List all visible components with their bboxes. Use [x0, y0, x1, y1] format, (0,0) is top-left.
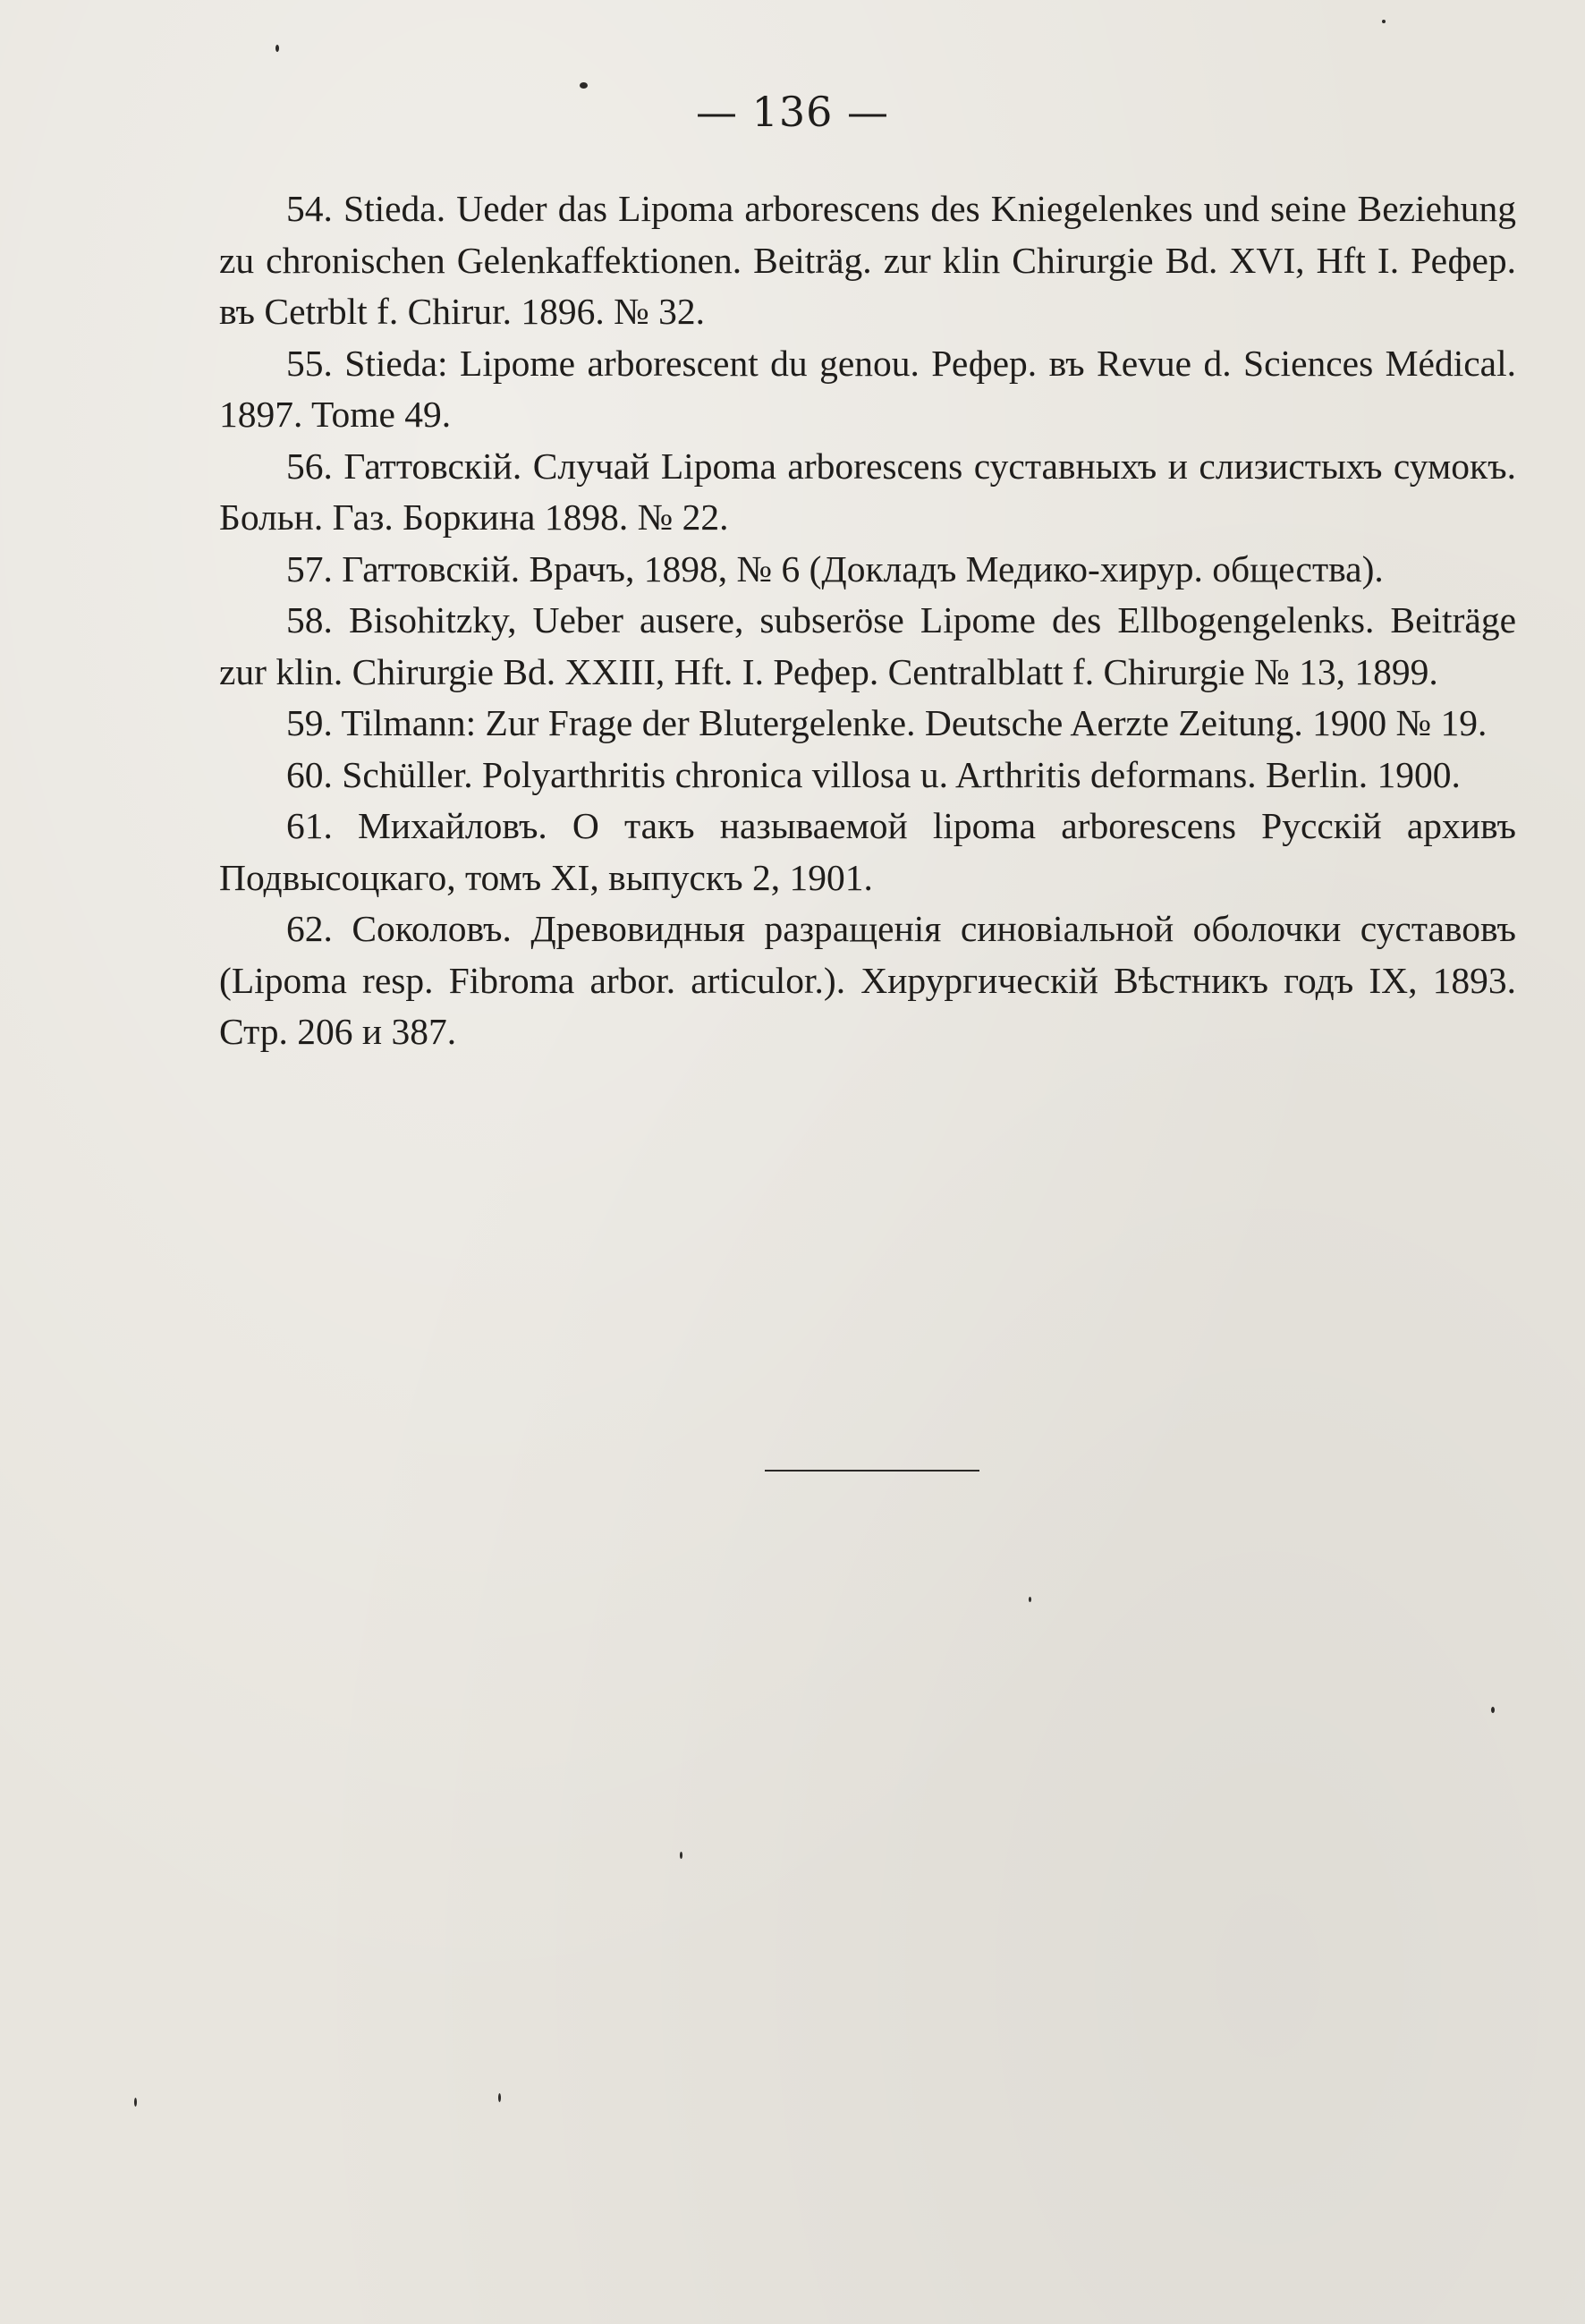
paper-speck: [680, 1852, 682, 1859]
reference-62: 62. Соколовъ. Древовидныя разращенія синовіальной оболочки суставовъ (Lipoma resp. Fibroma arbor. articulor.). Хирургическій Вѣстникъ годъ IX, 1893. Стр. 206 и 387.: [219, 908, 1516, 1052]
paper-speck: [1491, 1707, 1495, 1713]
reference-57: 57. Гаттовскій. Врачъ, 1898, № 6 (Докладъ Медико-хирур. общества).: [286, 547, 1384, 589]
reference-59: 59. Tilmann: Zur Frage der Blutergelenke. Deutsche Aerzte Zeitung. 1900 № 19.: [286, 702, 1488, 743]
paper-speck: [580, 82, 588, 89]
reference-54: 54. Stieda. Ueder das Lipoma arborescens des Kniegelenkes und seine Beziehung zu chronischen Gelenkaffektionen. Beiträg. zur klin Chirurgie Bd. XVI, Hft I. Рефер. въ Cetrblt f. Chirur. 1896. № 32.: [219, 188, 1516, 332]
paper-speck: [498, 2093, 501, 2102]
reference-60: 60. Schüller. Polyarthritis chronica villosa u. Arthritis deformans. Berlin. 1900.: [286, 753, 1461, 795]
paper-speck: [134, 2098, 137, 2107]
reference-55: 55. Stieda: Lipome arborescent du genou. Рефер. въ Revue d. Sciences Médical. 1897. Tome 49.: [219, 342, 1516, 435]
reference-list: [219, 183, 1516, 1058]
paper-speck: [1029, 1597, 1031, 1602]
reference-61: 61. Михайловъ. О такъ называемой lipoma arborescens Русскій архивъ Подвысоцкаго, томъ XI, выпускъ 2, 1901.: [219, 805, 1516, 898]
paper-speck: [1382, 20, 1386, 23]
page-number: — 136 —: [695, 88, 890, 136]
reference-56: 56. Гаттовскій. Случай Lipoma arborescens суставныхъ и слизистыхъ сумокъ. Больн. Газ. Боркина 1898. № 22.: [219, 445, 1516, 538]
paper-speck: [275, 45, 279, 52]
end-rule: [765, 1470, 979, 1472]
reference-58: 58. Bisohitzky, Ueber ausere, subseröse Lipome des Ellbogengelenks. Beiträge zur klin. Chirurgie Bd. XXIII, Hft. I. Рефер. Centralblatt f. Chirurgie № 13, 1899.: [219, 599, 1516, 692]
